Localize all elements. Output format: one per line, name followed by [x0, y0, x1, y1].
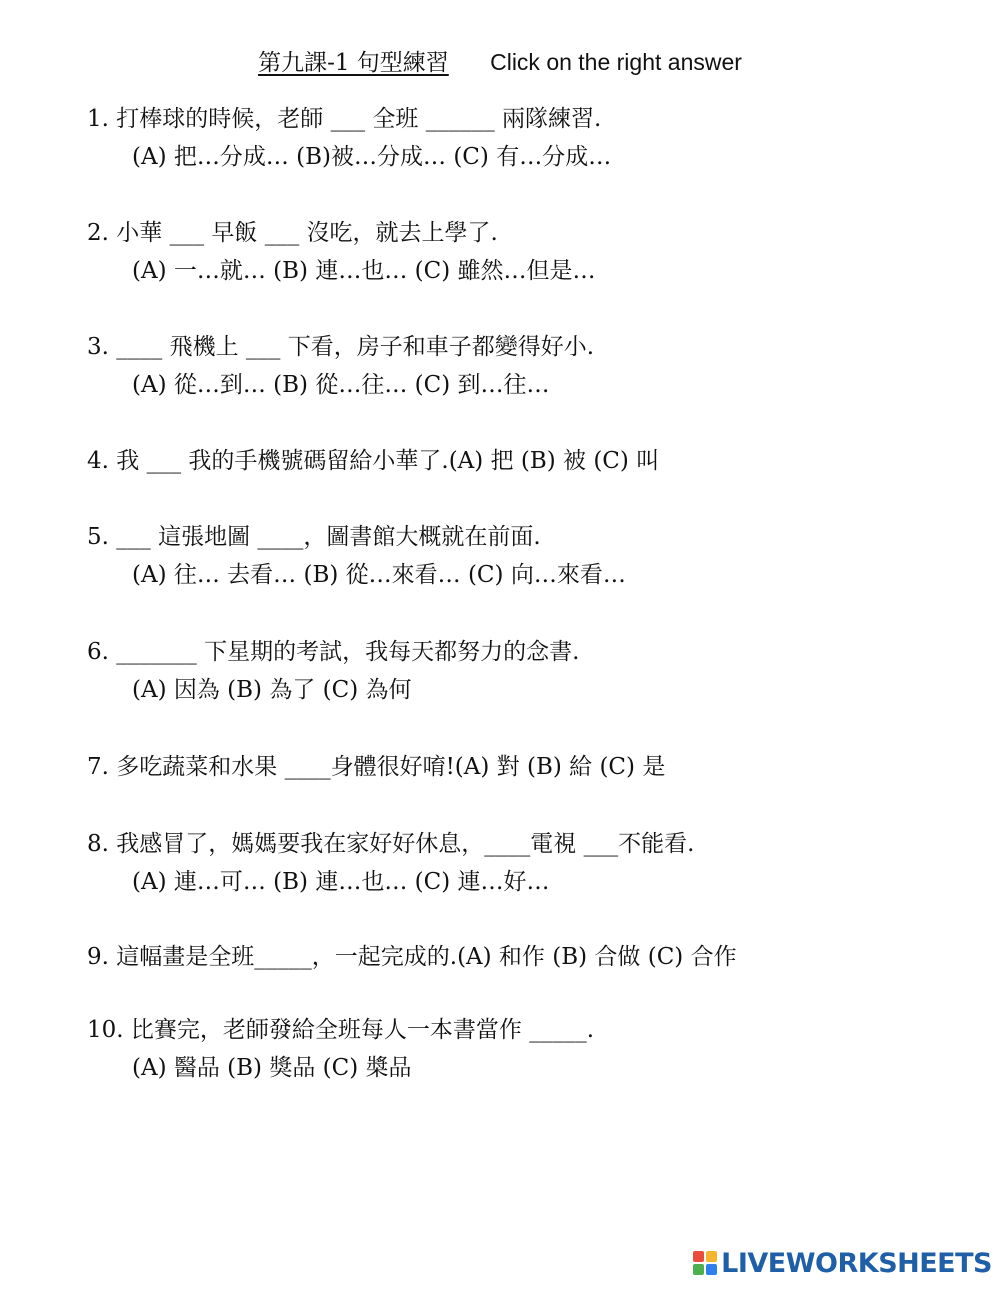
- title-chinese: 第九課-1 句型練習: [258, 50, 449, 76]
- question-text: 1. 打棒球的時候，老師 ___ 全班 ______ 兩隊練習.: [87, 106, 602, 132]
- question-text-with-options[interactable]: 7. 多吃蔬菜和水果 ____身體很好唷!(A) 對 (B) 給 (C) 是: [87, 754, 666, 780]
- answer-options[interactable]: (A) 把…分成… (B)被…分成… (C) 有…分成…: [132, 144, 612, 170]
- question-text: 10. 比賽完，老師發給全班每人一本書當作 _____.: [87, 1017, 595, 1043]
- title-instruction: Click on the right answer: [490, 49, 742, 75]
- logo-text: LIVEWORKSHEETS: [721, 1247, 992, 1279]
- question-text: 8. 我感冒了，媽媽要我在家好好休息，____電視 ___不能看.: [87, 831, 695, 857]
- logo-square: [693, 1251, 704, 1262]
- logo-icon: [693, 1251, 717, 1275]
- answer-options[interactable]: (A) 因為 (B) 為了 (C) 為何: [132, 677, 412, 703]
- question-text: 2. 小華 ___ 早飯 ___ 沒吃，就去上學了.: [87, 220, 498, 246]
- liveworksheets-logo: [693, 1245, 992, 1281]
- question-10: [87, 1011, 594, 1087]
- logo-square: [693, 1264, 704, 1275]
- question-2: [87, 214, 596, 290]
- question-4: [87, 442, 659, 480]
- question-6: [87, 633, 579, 709]
- answer-options[interactable]: (A) 連…可… (B) 連…也… (C) 連…好…: [132, 869, 550, 895]
- question-text: 3. ____ 飛機上 ___ 下看，房子和車子都變得好小.: [87, 334, 594, 360]
- answer-options[interactable]: (A) 一…就… (B) 連…也… (C) 雖然…但是…: [132, 258, 596, 284]
- question-1: [87, 100, 611, 176]
- answer-options[interactable]: (A) 醫品 (B) 獎品 (C) 槳品: [132, 1055, 412, 1081]
- question-text: 6. _______ 下星期的考試，我每天都努力的念書.: [87, 639, 580, 665]
- question-text-with-options[interactable]: 9. 這幅畫是全班_____，一起完成的.(A) 和作 (B) 合做 (C) 合作: [87, 944, 737, 970]
- answer-options[interactable]: (A) 往… 去看… (B) 從…來看… (C) 向…來看…: [132, 562, 626, 588]
- logo-square: [706, 1264, 717, 1275]
- question-text: 5. ___ 這張地圖 ____，圖書館大概就在前面.: [87, 524, 541, 550]
- question-9: [87, 938, 737, 976]
- question-3: [87, 328, 594, 404]
- question-8: [87, 825, 694, 901]
- worksheet-title: [0, 44, 1000, 77]
- logo-square: [706, 1251, 717, 1262]
- answer-options[interactable]: (A) 從…到… (B) 從…往… (C) 到…往…: [132, 372, 550, 398]
- question-text-with-options[interactable]: 4. 我 ___ 我的手機號碼留給小華了.(A) 把 (B) 被 (C) 叫: [87, 448, 660, 474]
- question-5: [87, 518, 626, 594]
- question-7: [87, 748, 665, 786]
